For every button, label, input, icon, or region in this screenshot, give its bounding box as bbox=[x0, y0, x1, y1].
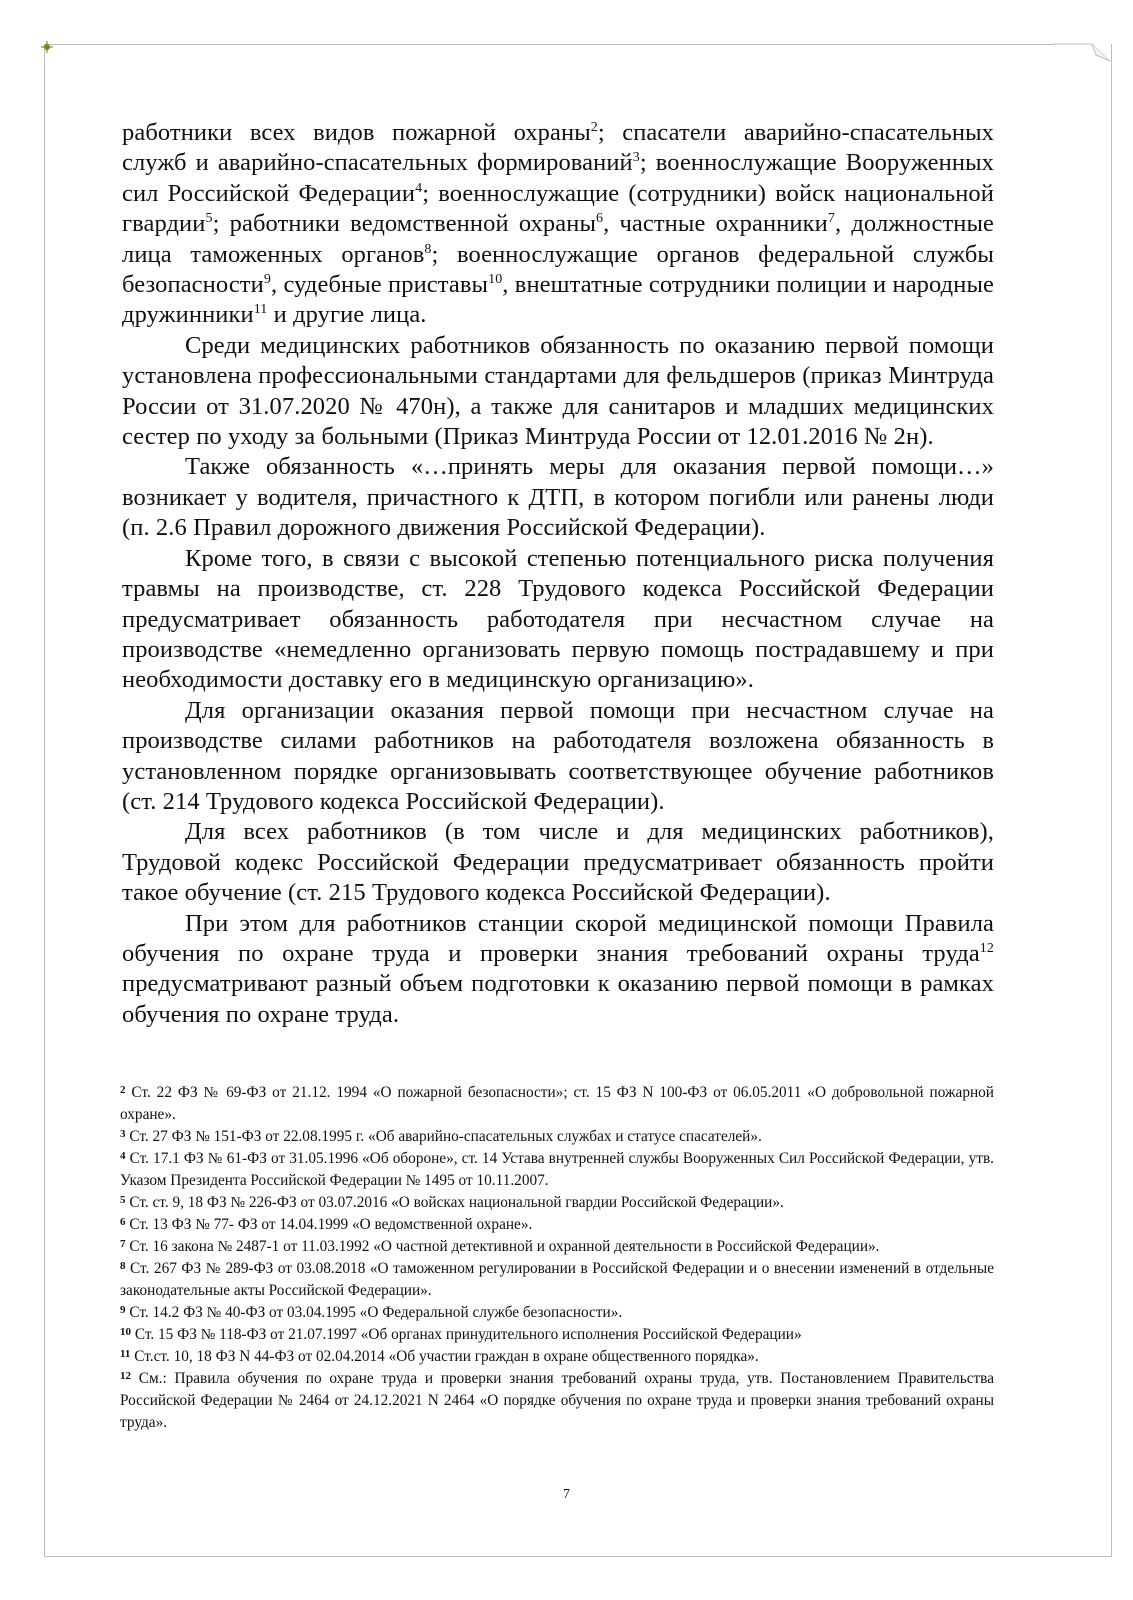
text-run: и другие лица. bbox=[267, 301, 427, 329]
body-paragraph-5: Для организации оказания первой помощи при несчастном случае на производстве силами работников на работодателя возложена обязанность в установленном порядке организовывать соответствующее обучение работников (ст. 214 Трудового кодекса Российской Федерации). bbox=[122, 696, 994, 815]
text-run: , внештатные сотрудники полиции и народные дружинники bbox=[122, 271, 994, 329]
text-run: , судебные приставы bbox=[270, 271, 489, 299]
text-run: ; спасатели аварийно-спасательных служб и аварийно-спасательных формирований bbox=[122, 119, 994, 177]
footnote-5 bbox=[120, 1192, 994, 1214]
footnote-ref-4[interactable]: 4 bbox=[415, 180, 423, 196]
footnote-8 bbox=[120, 1258, 994, 1302]
footnote-ref-8[interactable]: 8 bbox=[424, 241, 432, 257]
text-run: предусматривают разный объем подготовки к оказанию первой помощи в рамках обучения по охране труда. bbox=[122, 970, 994, 1028]
footnote-text: Ст. 27 ФЗ № 151-ФЗ от 22.08.1995 г. «Об аварийно-спасательных службах и статусе спасателей». bbox=[125, 1128, 762, 1145]
footnote-ref-3[interactable]: 3 bbox=[632, 150, 640, 166]
page-top-border bbox=[44, 44, 1054, 45]
page-number: 7 bbox=[563, 1487, 570, 1502]
footnote-ref-10[interactable]: 10 bbox=[488, 272, 503, 288]
footnote-ref-5[interactable]: 5 bbox=[205, 211, 213, 227]
footnote-2 bbox=[120, 1082, 994, 1126]
footnotes-section bbox=[120, 1082, 994, 1434]
footnote-text: Ст. 13 ФЗ № 77- ФЗ от 14.04.1999 «О ведомственной охране». bbox=[125, 1216, 533, 1233]
footnote-ref-7[interactable]: 7 bbox=[827, 211, 835, 227]
footnote-text: См.: Правила обучения по охране труда и проверки знания требований охраны труда, утв. Постановлением Правительства Российской Федерации № 2464 от 24.12.2021 N 2464 «О порядке обучения по охране труда и проверки знания требований охраны труда». bbox=[120, 1370, 994, 1431]
footnote-text: Ст. 15 ФЗ № 118-ФЗ от 21.07.1997 «Об органах принудительного исполнения Российской Федерации» bbox=[131, 1326, 802, 1343]
footnote-text: Ст. 267 ФЗ № 289-ФЗ от 03.08.2018 «О таможенном регулировании в Российской Федерации и о внесении изменений в отдельные законодательные акты Российской Федерации». bbox=[120, 1260, 994, 1299]
footnote-ref-2[interactable]: 2 bbox=[590, 120, 598, 135]
footnote-11 bbox=[120, 1346, 994, 1368]
body-paragraph-6: Для всех работников (в том числе и для медицинских работников), Трудовой кодекс Российской Федерации предусматривает обязанность пройти такое обучение (ст. 215 Трудового кодекса Российской Федерации). bbox=[122, 818, 994, 907]
body-paragraph-4: Кроме того, в связи с высокой степенью потенциального риска получения травмы на производстве, ст. 228 Трудового кодекса Российской Федерации предусматривает обязанность работодателя при несчастном случае на производстве «немедленно организовать первую помощь пострадавшему и при необходимости доставку его в медицинскую организацию». bbox=[122, 544, 994, 694]
text-run: ; работники ведомственной охраны bbox=[212, 210, 597, 238]
text-run: ; военнослужащие (сотрудники) войск национальной гвардии bbox=[122, 179, 994, 238]
body-paragraph-1 bbox=[122, 118, 994, 331]
body-paragraph-2: Среди медицинских работников обязанность по оказанию первой помощи установлена профессиональными стандартами для фельдшеров (приказ Минтруда России от 31.07.2020 № 470н), а также для санитаров и младших медицинских сестер по уходу за больными (Приказ Минтруда России от 12.01.2016 № 2н). bbox=[122, 331, 994, 451]
footnote-number: 10 bbox=[120, 1326, 131, 1338]
footnote-6 bbox=[120, 1214, 994, 1236]
footnote-text: Ст. ст. 9, 18 ФЗ № 226-ФЗ от 03.07.2016 «О войсках национальной гвардии Российской Федерации». bbox=[125, 1194, 784, 1211]
footnote-7 bbox=[120, 1236, 994, 1258]
footnote-text: Ст.ст. 10, 18 ФЗ N 44-ФЗ от 02.04.2014 «Об участии граждан в охране общественного порядка». bbox=[130, 1348, 759, 1365]
footnote-number: 7 bbox=[120, 1238, 126, 1250]
text-run: , должностные лица таможенных органов bbox=[122, 210, 994, 268]
footnote-ref-9[interactable]: 9 bbox=[263, 272, 271, 288]
footnote-number: 9 bbox=[120, 1304, 126, 1316]
page-corner-fold-icon bbox=[1052, 41, 1112, 63]
text-run: При этом для работников станции скорой медицинской помощи Правила обучения по охране труда и проверки знания требований охраны труда bbox=[122, 909, 994, 967]
footnote-text: Ст. 22 ФЗ № 69-ФЗ от 21.12. 1994 «О пожарной безопасности»; ст. 15 ФЗ N 100-ФЗ от 06.05.2011 «О добровольной пожарной охране». bbox=[120, 1084, 994, 1123]
footnote-ref-11[interactable]: 11 bbox=[253, 302, 268, 318]
footnote-text: Ст. 17.1 ФЗ № 61-ФЗ от 31.05.1996 «Об обороне», ст. 14 Устава внутренней службы Вооруженных Сил Российской Федерации, утв. Указом Президента Российской Федерации № 1495 от 10.11.2007. bbox=[120, 1150, 994, 1189]
footnote-ref-6[interactable]: 6 bbox=[596, 211, 604, 227]
footnote-number: 2 bbox=[120, 1084, 126, 1096]
footnote-number: 8 bbox=[120, 1260, 126, 1272]
text-run: работники всех видов пожарной охраны bbox=[122, 119, 591, 146]
footnote-text: Ст. 14.2 ФЗ № 40-ФЗ от 03.04.1995 «О Федеральной службе безопасности». bbox=[125, 1304, 623, 1321]
text-run: , частные охранники bbox=[603, 210, 828, 238]
footnote-10 bbox=[120, 1324, 994, 1346]
text-run: ; военнослужащие органов федеральной службы безопасности bbox=[122, 240, 994, 299]
footnote-number: 6 bbox=[120, 1216, 126, 1228]
body-text bbox=[122, 118, 994, 1030]
footnote-number: 11 bbox=[120, 1348, 131, 1360]
footnote-12 bbox=[120, 1368, 994, 1434]
footnote-text: Ст. 16 закона № 2487-1 от 11.03.1992 «О частной детективной и охранной деятельности в Российской Федерации». bbox=[125, 1238, 880, 1255]
body-paragraph-3: Также обязанность «…принять меры для оказания первой помощи…» возникает у водителя, причастного к ДТП, в котором погибли или ранены люди (п. 2.6 Правил дорожного движения Российской Федерации). bbox=[122, 453, 994, 542]
text-run: ; военнослужащие Вооруженных сил Российской Федерации bbox=[122, 149, 994, 207]
body-paragraph-7 bbox=[122, 909, 994, 1031]
footnote-ref-12[interactable]: 12 bbox=[979, 940, 994, 956]
footnote-number: 5 bbox=[120, 1194, 126, 1206]
footnote-9 bbox=[120, 1302, 994, 1324]
footnote-3 bbox=[120, 1126, 994, 1148]
corner-marker-icon bbox=[40, 40, 54, 54]
footnote-number: 12 bbox=[120, 1370, 131, 1382]
footnote-4 bbox=[120, 1148, 994, 1192]
footnote-number: 3 bbox=[120, 1128, 126, 1140]
footnote-number: 4 bbox=[120, 1150, 126, 1162]
